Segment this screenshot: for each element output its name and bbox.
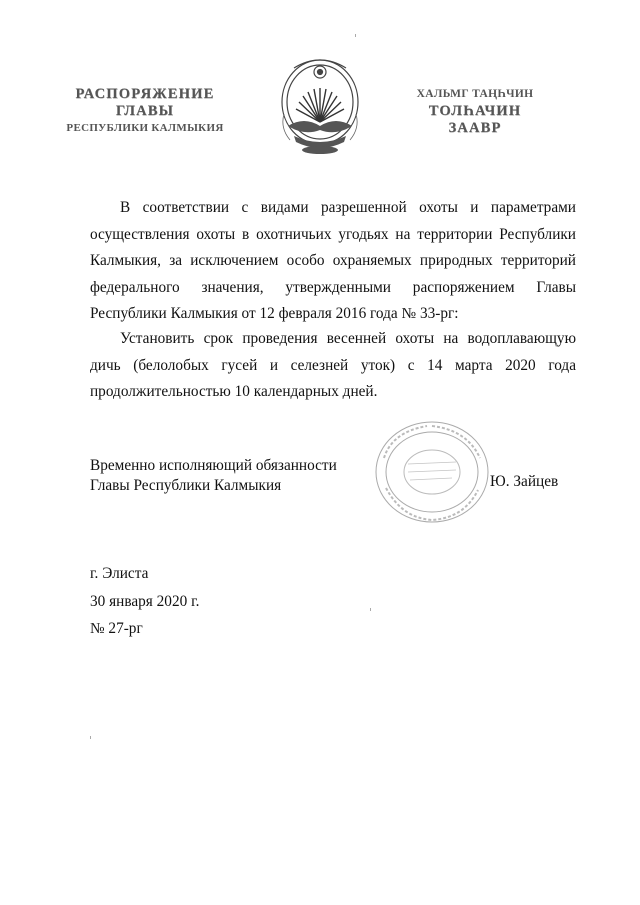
issue-date: 30 января 2020 г. (90, 593, 200, 610)
header-left (60, 86, 230, 137)
body-paragraph-2: Установить срок проведения весенней охоты на водоплавающую дичь (белолобых гусей и селезней уток) с 14 марта 2020 года продолжительностью 10 календарных дней. (90, 330, 576, 400)
signatory-position-line2: Главы Республики Калмыкия (90, 477, 282, 494)
scan-speck (90, 736, 91, 739)
header-right-line3: ЗААВР (448, 120, 502, 136)
issue-city: г. Элиста (90, 565, 149, 582)
signatory-name: Ю. Зайцев (490, 473, 559, 490)
body-paragraph-1: В соответствии с видами разрешенной охоты и параметрами осуществления охоты в охотничьих угодьях на территории Республики Калмыкия, за исключением особо охраняемых природных территорий федерального значения, утвержденными распоряжением Главы Республики Калмыкия от 12 февраля 2016 года № 33-рг: (90, 199, 576, 322)
header-right (390, 86, 560, 137)
official-stamp-icon (372, 418, 492, 526)
kalmykia-emblem-icon (274, 56, 366, 158)
header-left-line3: РЕСПУБЛИКИ КАЛМЫКИЯ (66, 122, 224, 134)
signatory-position-line1: Временно исполняющий обязанности (90, 457, 337, 474)
header-right-line2: ТОЛҺАЧИН (428, 103, 522, 119)
header-left-line1: РАСПОРЯЖЕНИЕ (75, 86, 215, 102)
document-number: № 27-рг (90, 620, 143, 637)
scan-speck (355, 34, 356, 37)
header-right-line1: ХАЛЬМГ ТАҢҺЧИН (416, 88, 534, 100)
header-left-line2: ГЛАВЫ (115, 103, 175, 119)
scan-speck (370, 608, 371, 611)
signatory-position (90, 456, 337, 496)
